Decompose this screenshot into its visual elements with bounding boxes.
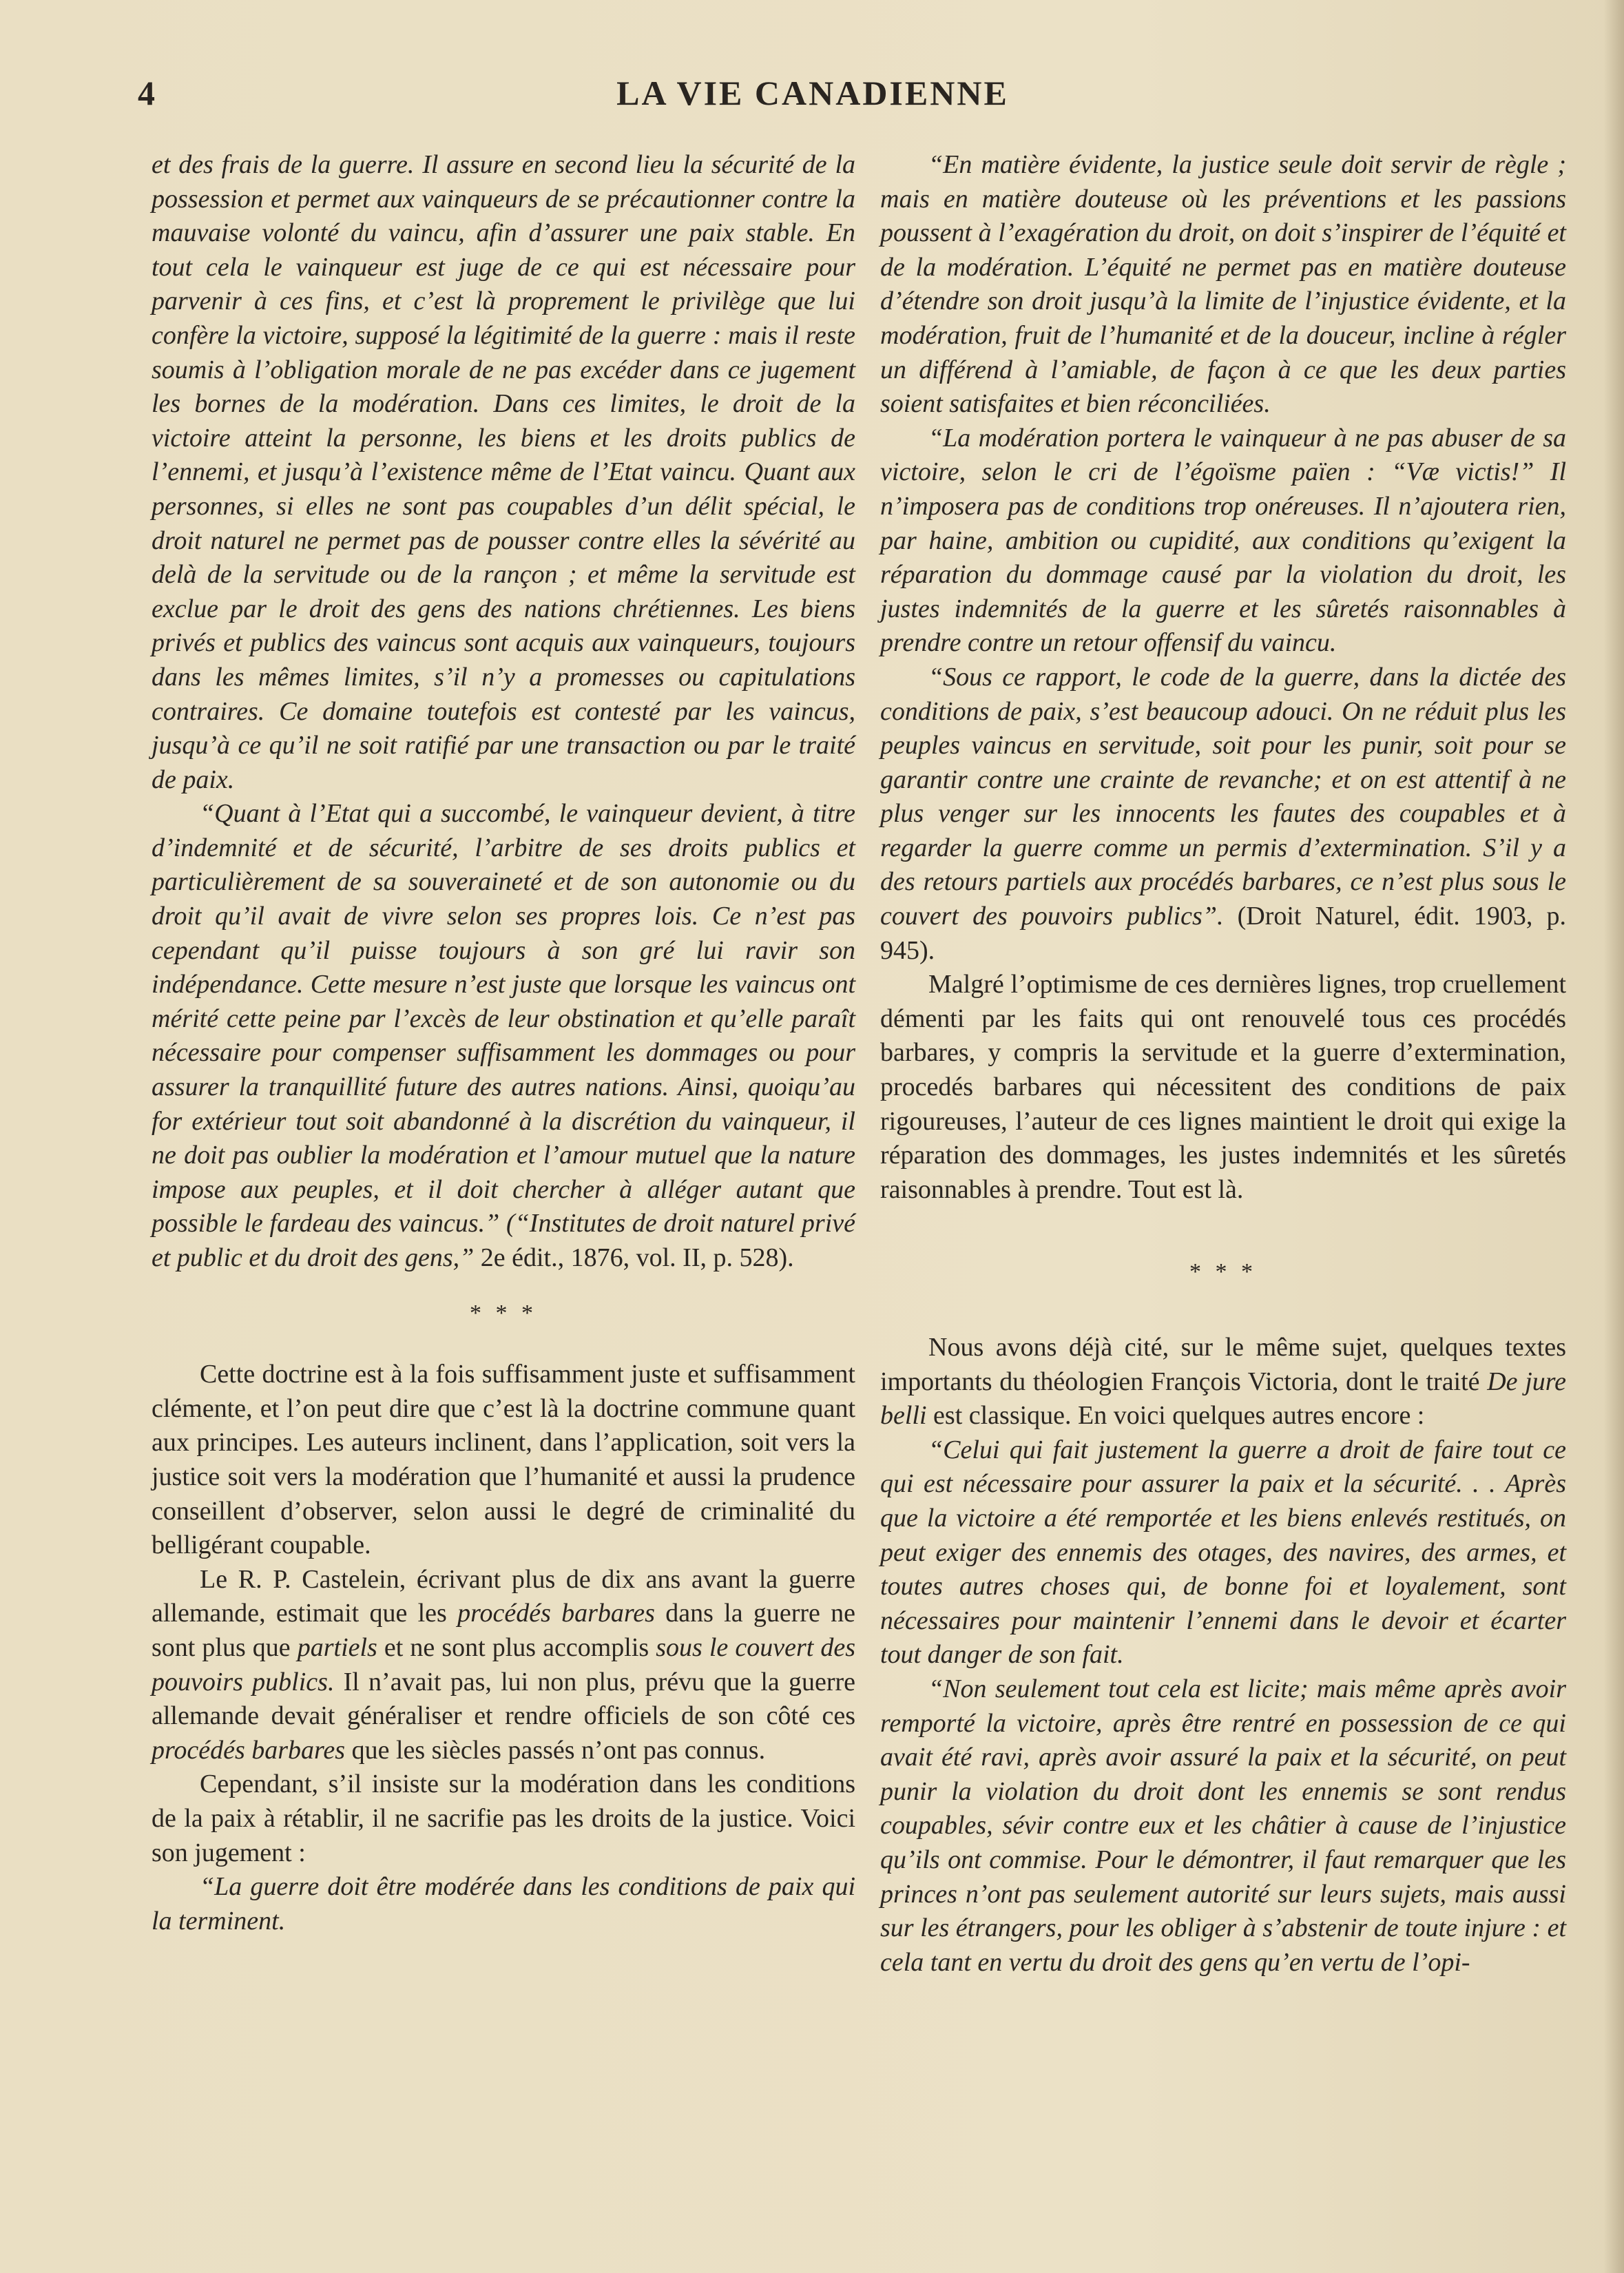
text-run: et ne sont plus accomplis	[377, 1632, 656, 1662]
paragraph: Malgré l’optimisme de ces dernières lignes, trop cruellement démenti par les faits qui ont renouvelé tous ces procédés barbares, y compris la servitude et la guerre d’extermination, procedés barbares qui nécessitent des conditions de paix rigoureuses, l’auteur de ces lignes maintient le droit qui exige la réparation des dommages, les justes indemnités et les sûretés raisonnables à prendre. Tout est là.	[880, 970, 1566, 1204]
paragraph-quote: “Celui qui fait justement la guerre a droit de faire tout ce qui est nécessaire pour assurer la paix et la sécurité. . . Après que la victoire a été remportée et les biens enlevés restitués, on peut exiger des ennemis des otages, des navires, des armes, et toutes autres choses qui, de bonne foi et loyalement, sont nécessaires pour maintenir l’ennemi dans le devoir et écarter tout danger de son fait.	[880, 1435, 1566, 1670]
emphasis: procédés barbares	[457, 1599, 655, 1628]
paragraph-quote: “La modération portera le vainqueur à ne pas abuser de sa victoire, selon le cri de l’égoïsme païen : “Væ victis!” Il n’imposera pas de conditions trop onéreuses. Il n’ajoutera rien, par haine, ambition ou cupidité, aux conditions qu’exigent la réparation du dommage causé par la violation du droit, les justes indemnités de la guerre et les sûretés raisonnables à prendre contre un retour offensif du vaincu.	[880, 423, 1566, 658]
left-column	[152, 148, 855, 1938]
paragraph-quote: “Non seulement tout cela est licite; mais même après avoir remporté la victoire, après être rentré en possession de ce qui avait été ravi, après avoir assuré la paix et la sécurité, on peut punir la violation du droit dont les ennemis se sont rendus coupables, sévir contre eux et les châtier à cause de l’injustice qu’ils ont commise. Pour le démontrer, il faut remarquer que les princes n’ont pas seulement autorité sur leurs sujets, mais aussi sur les étrangers, pour les obliger à s’abstenir de toute injure : et cela tant en vertu du droit des gens qu’en vertu de l’opi-	[880, 1674, 1566, 1977]
paragraph	[152, 1563, 855, 1768]
paragraph-quote	[880, 661, 1566, 968]
paragraph: Cette doctrine est à la fois suffisamment juste et suffisamment clémente, et l’on peut dire que c’est là la doctrine commune quant aux principes. Les auteurs inclinent, dans l’application, soit vers la justice soit vers la modération que l’humanité et aussi la prudence conseillent d’observer, selon aussi le degré de criminalité du belligérant coupable.	[152, 1360, 855, 1560]
text-run: dans la guerre ne sont plus que	[152, 1599, 855, 1662]
emphasis: partiels	[297, 1632, 377, 1662]
text-run: Le R. P. Castelein, écrivant plus de dix ans avant la guerre allemande, estimait que les	[152, 1564, 855, 1628]
text-run: que les siècles passés n’ont pas connus.	[345, 1735, 766, 1765]
section-separator: * * *	[470, 1300, 537, 1326]
paragraph: et des frais de la guerre. Il assure en second lieu la sécurité de la possession et permet aux vainqueurs de se précautionner contre la mauvaise volonté du vaincu, afin d’assurer une paix stable. En tout cela le vainqueur est juge de ce qui est nécessaire pour parvenir à ces fins, et c’est là proprement le privilège que lui confère la victoire, supposé la légitimité de la guerre : mais il reste soumis à l’obligation morale de ne pas excéder dans ce jugement les bornes de la modération. Dans ces limites, le droit de la victoire atteint la personne, les biens et les droits publics de l’ennemi, et jusqu’à l’existence même de l’Etat vaincu. Quant aux personnes, si elles ne sont pas coupables d’un délit spécial, le droit naturel ne permet pas de pousser contre elles la sévérité au delà de la servitude ou de la rançon ; et même la servitude est exclue par le droit des gens des nations chrétiennes. Les biens privés et publics des vaincus sont acquis aux vainqueurs, toujours dans les mêmes limites, s’il n’y a promesses ou capitulations contraires. Ce domaine toutefois est contesté par les vaincus, jusqu’à ce qu’il ne soit ratifié par une transaction ou par le traité de paix.	[152, 150, 855, 794]
citation-details: 2e édit., 1876, vol. II, p. 528).	[474, 1243, 794, 1272]
running-title: LA VIE CANADIENNE	[616, 74, 1009, 112]
paragraph: Cependant, s’il insiste sur la modération dans les conditions de la paix à rétablir, il ne sacrifie pas les droits de la justice. Voici son jugement :	[152, 1769, 855, 1867]
citation-title: (“Institutes de droit naturel privé et public et du droit des gens,”	[152, 1209, 856, 1272]
paragraph-quote: “La guerre doit être modérée dans les conditions de paix qui la terminent.	[152, 1872, 855, 1935]
quote-text: “Sous ce rapport, le code de la guerre, dans la dictée des conditions de paix, s’est beaucoup adouci. On ne réduit plus les peuples vaincus en servitude, soit pour les punir, soit pour se garantir contre une crainte de revanche; et on est attentif à ne plus venger sur les innocents les fautes des coupables et à regarder la guerre comme un permis d’extermination. S’il y a des retours partiels aux procédés barbares, ce n’est plus sous le couvert des pouvoirs publics”.	[880, 662, 1566, 931]
emphasis: sous le couvert des pouvoirs publics.	[152, 1632, 855, 1696]
citation: (Droit Naturel, édit. 1903, p. 945).	[880, 902, 1566, 965]
emphasis: De jure belli	[880, 1367, 1566, 1431]
page-number: 4	[138, 74, 155, 112]
quote-text: “Quant à l’Etat qui a succombé, le vainqueur devient, à titre d’indemnité et de sécurité, l’arbitre de ses droits publics et particulièrement de sa souveraineté et de son autonomie ou du droit qu’il avait de vivre selon ses propres lois. Ce n’est pas cependant qu’il puisse toujours à son gré lui ravir son indépendance. Cette mesure n’est juste que lorsque les vaincus ont mérité cette peine par l’excès de leur obstination et qu’elle paraît nécessaire pour compenser suffisamment les dommages ou pour assurer la tranquillité future des autres nations. Ainsi, quoiqu’au for extérieur tout soit abandonné à la discrétion du vainqueur, il ne doit pas oublier la modération et l’amour mutuel que la nature impose aux peuples, et il doit chercher à alléger autant que possible le fardeau des vaincus.”	[152, 799, 855, 1238]
text-run: est classique. En voici quelques autres encore :	[926, 1401, 1425, 1431]
page-header	[138, 69, 1488, 124]
page-gutter-shadow	[1603, 0, 1624, 2273]
section-separator: * * *	[1189, 1259, 1257, 1285]
paragraph-quote: “En matière évidente, la justice seule doit servir de règle ; mais en matière douteuse où les préventions et les passions poussent à l’exagération du droit, on doit s’inspirer de l’équité et de la modération. L’équité ne permet pas en matière douteuse d’étendre son droit jusqu’à la limite de l’injustice évidente, et la modération, fruit de l’humanité et de la douceur, incline à régler un différend à l’amiable, de façon à ce que les deux parties soient satisfaites et bien réconciliées.	[880, 150, 1566, 419]
text-run: Il n’avait pas, lui non plus, prévu que la guerre allemande devait généraliser et rendre officiels de son côté ces	[152, 1667, 855, 1731]
emphasis: procédés barbares	[152, 1735, 346, 1765]
text-run: Nous avons déjà cité, sur le même sujet, quelques textes importants du théologien François Victoria, dont le traité	[880, 1333, 1566, 1396]
paragraph	[880, 1331, 1566, 1433]
paragraph-quote	[152, 797, 855, 1275]
right-column	[880, 148, 1566, 1980]
